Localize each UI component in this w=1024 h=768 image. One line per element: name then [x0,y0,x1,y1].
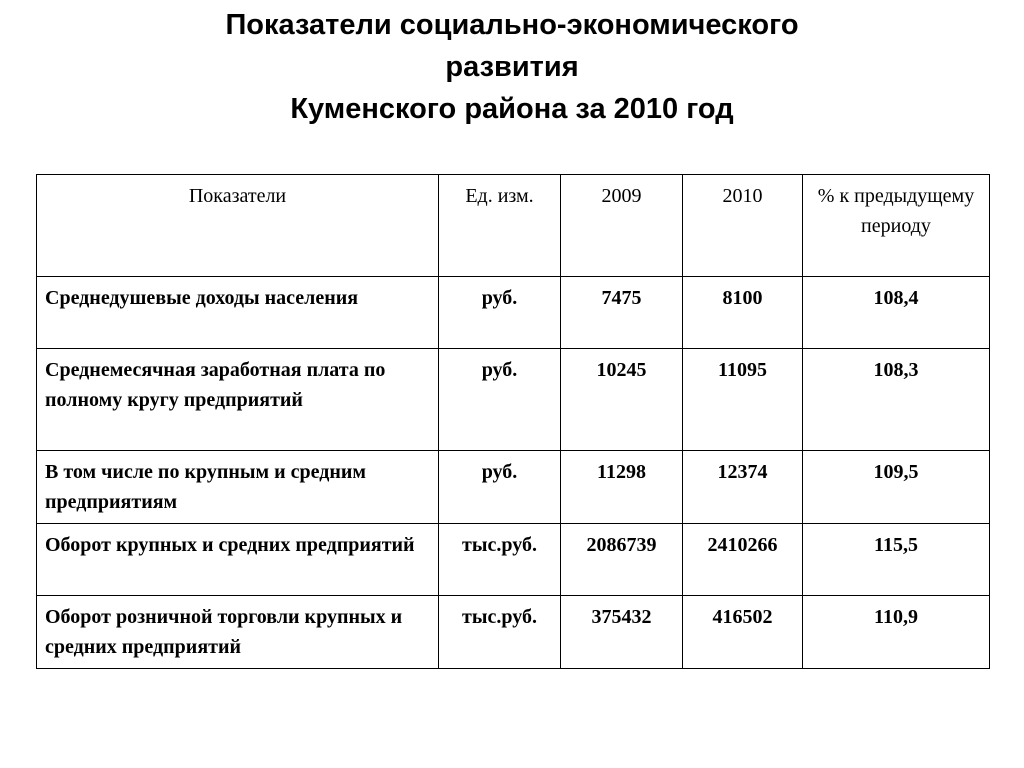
row-percent: 108,4 [803,277,990,349]
row-name: Оборот крупных и средних предприятий [37,524,439,596]
header-2009: 2009 [561,175,683,277]
row-value-2009: 7475 [561,277,683,349]
row-percent: 115,5 [803,524,990,596]
row-name: Оборот розничной торговли крупных и средних предприятий [37,596,439,669]
row-value-2010: 11095 [683,349,803,451]
row-value-2009: 10245 [561,349,683,451]
title-line-2: развития [445,51,579,83]
table-row [37,277,990,349]
row-value-2010: 12374 [683,451,803,524]
header-indicator: Показатели [37,175,439,277]
row-percent: 110,9 [803,596,990,669]
page-title [0,4,1024,130]
table-row [37,349,990,451]
row-unit: руб. [439,451,561,524]
header-unit: Ед. изм. [439,175,561,277]
row-unit: тыс.руб. [439,524,561,596]
row-value-2010: 2410266 [683,524,803,596]
row-unit: руб. [439,349,561,451]
row-unit: тыс.руб. [439,596,561,669]
row-percent: 108,3 [803,349,990,451]
title-line-1: Показатели социально-экономического [225,9,799,41]
row-percent: 109,5 [803,451,990,524]
table-row [37,451,990,524]
row-name: В том числе по крупным и средним предприятиям [37,451,439,524]
row-value-2009: 375432 [561,596,683,669]
indicators-table [36,174,990,669]
row-value-2010: 8100 [683,277,803,349]
row-value-2009: 2086739 [561,524,683,596]
header-2010: 2010 [683,175,803,277]
row-value-2009: 11298 [561,451,683,524]
table-header-row [37,175,990,277]
row-value-2010: 416502 [683,596,803,669]
header-percent: % к предыдущему периоду [803,175,990,277]
table-row [37,596,990,669]
row-name: Среднедушевые доходы населения [37,277,439,349]
table-row [37,524,990,596]
row-unit: руб. [439,277,561,349]
title-line-3: Куменского района за 2010 год [290,93,734,125]
row-name: Среднемесячная заработная плата по полному кругу предприятий [37,349,439,451]
